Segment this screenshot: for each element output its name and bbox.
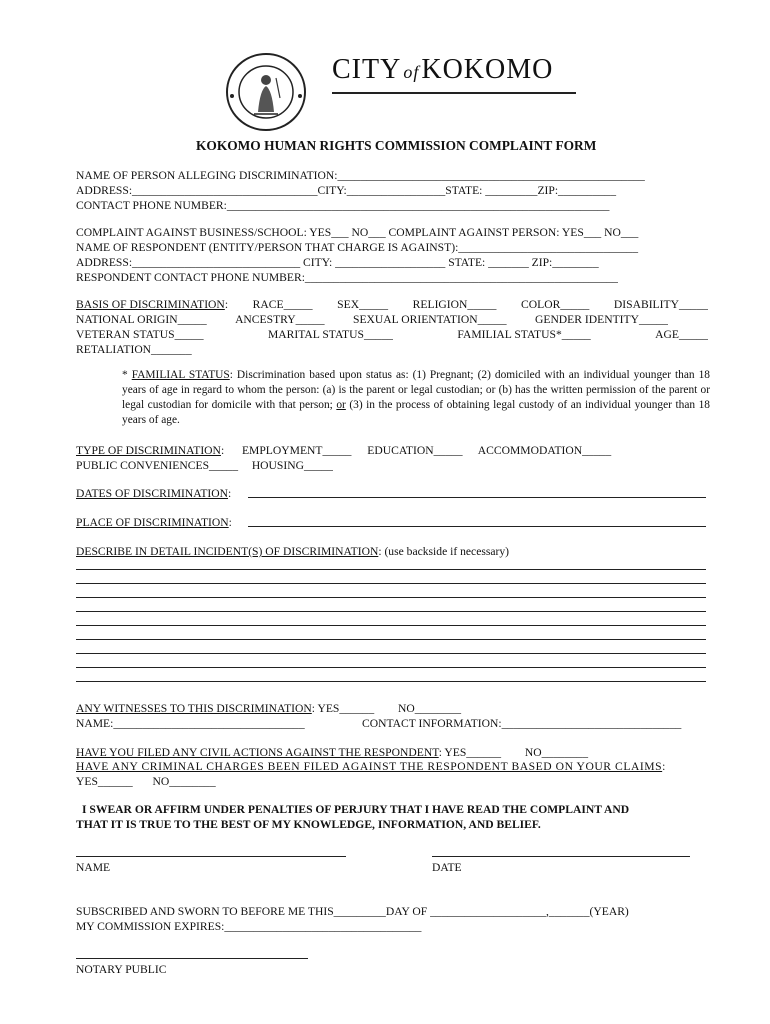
- basis-ancestry[interactable]: ANCESTRY_____: [235, 313, 325, 326]
- describe-line[interactable]: [76, 681, 706, 682]
- name-signature-line[interactable]: [76, 856, 346, 857]
- dates-underline: [248, 497, 706, 498]
- describe-line[interactable]: [76, 625, 706, 626]
- sworn-field[interactable]: SUBSCRIBED AND SWORN TO BEFORE ME THIS_________DAY OF ____________________,_______(YEAR): [76, 905, 629, 918]
- witness-name-field[interactable]: NAME:_________________________________: [76, 717, 305, 730]
- describe-line[interactable]: [76, 597, 706, 598]
- describe-line[interactable]: [76, 611, 706, 612]
- witnesses-row: [76, 701, 461, 716]
- describe-line[interactable]: [76, 569, 706, 570]
- dates-field[interactable]: DATES OF DISCRIMINATION:: [76, 487, 232, 500]
- basis-color[interactable]: COLOR_____: [521, 298, 590, 311]
- basis-sexual-orientation[interactable]: SEXUAL ORIENTATION_____: [353, 313, 507, 326]
- notary-signature-line[interactable]: [76, 958, 308, 959]
- type-row-1: TYPE OF DISCRIMINATION: EMPLOYMENT_____ EDUCATION_____ ACCOMMODATION_____: [76, 444, 612, 457]
- complainant-address-field[interactable]: ADDRESS:________________________________CITY:_________________STATE: _________ZIP:__________: [76, 184, 617, 197]
- type-education[interactable]: EDUCATION_____: [367, 444, 463, 457]
- type-public-conveniences[interactable]: PUBLIC CONVENIENCES_____: [76, 459, 238, 472]
- basis-row-2: [76, 312, 668, 327]
- basis-retaliation[interactable]: RETALIATION_______: [76, 343, 192, 356]
- civil-yes[interactable]: : YES______: [438, 746, 502, 759]
- familial-status-note: * FAMILIAL STATUS: Discrimination based upon status as: (1) Pregnant; (2) domiciled with an individual younger than 18 years of age in regard to whom the person: (a) is the parent or legal custodian; or (b) has the written permission of the parent or legal custodian for domicile with that person; or (3) in the process of obtaining legal custody of an individual younger than 18 years of age.: [122, 369, 711, 426]
- basis-gender-identity[interactable]: GENDER IDENTITY_____: [534, 313, 668, 326]
- type-row-2: [76, 458, 333, 473]
- city-wordmark: CITY ofKOKOMO: [332, 54, 554, 85]
- wordmark-underline: [332, 92, 576, 94]
- basis-national-origin[interactable]: NATIONAL ORIGIN_____: [76, 313, 207, 326]
- type-label: TYPE OF DISCRIMINATION: [76, 444, 221, 457]
- type-employment[interactable]: EMPLOYMENT_____: [241, 444, 352, 457]
- name-label: NAME: [76, 861, 111, 874]
- criminal-charges-row: HAVE ANY CRIMINAL CHARGES BEEN FILED AGAINST THE RESPONDENT BASED ON YOUR CLAIMS:: [76, 760, 666, 773]
- civil-no[interactable]: NO________: [524, 746, 589, 759]
- criminal-yes[interactable]: YES______: [76, 775, 133, 788]
- commission-expires-field[interactable]: MY COMMISSION EXPIRES:__________________________________: [76, 920, 422, 933]
- criminal-no[interactable]: NO________: [152, 775, 216, 788]
- witness-contact-field[interactable]: CONTACT INFORMATION:_______________________________: [362, 717, 682, 730]
- basis-disability[interactable]: DISABILITY_____: [613, 298, 708, 311]
- basis-age[interactable]: AGE_____: [655, 328, 708, 341]
- basis-marital-status[interactable]: MARITAL STATUS_____: [268, 328, 393, 341]
- complainant-phone-field[interactable]: CONTACT PHONE NUMBER:__________________________________________________________________: [76, 199, 610, 212]
- witnesses-yes[interactable]: : YES______: [311, 702, 375, 715]
- basis-label: BASIS OF DISCRIMINATION: [76, 298, 225, 311]
- respondent-name-field[interactable]: NAME OF RESPONDENT (ENTITY/PERSON THAT CHARGE IS AGAINST):_______________________________: [76, 241, 638, 254]
- basis-row-3: [76, 327, 708, 342]
- basis-row-1: BASIS OF DISCRIMINATION: RACE_____ SEX_____ RELIGION_____ COLOR_____ DISABILITY_____: [76, 298, 708, 311]
- respondent-phone-field[interactable]: RESPONDENT CONTACT PHONE NUMBER:______________________________________________________: [76, 271, 618, 284]
- civil-actions-label: HAVE YOU FILED ANY CIVIL ACTIONS AGAINST THE RESPONDENT: [76, 746, 439, 759]
- describe-line[interactable]: [76, 667, 706, 668]
- describe-line[interactable]: [76, 653, 706, 654]
- criminal-charges-label: HAVE ANY CRIMINAL CHARGES BEEN FILED AGAINST THE RESPONDENT BASED ON YOUR CLAIMS: [76, 760, 663, 773]
- describe-line[interactable]: [76, 639, 706, 640]
- witnesses-no[interactable]: NO________: [397, 702, 462, 715]
- respondent-address-field[interactable]: ADDRESS:_____________________________ CITY: ___________________ STATE: _______ ZIP:________: [76, 256, 599, 269]
- civil-actions-row: [76, 745, 588, 760]
- basis-race[interactable]: RACE_____: [252, 298, 313, 311]
- city-seal-icon: [224, 52, 308, 132]
- place-field[interactable]: PLACE OF DISCRIMINATION:: [76, 516, 232, 529]
- form-title: KOKOMO HUMAN RIGHTS COMMISSION COMPLAINT FORM: [196, 138, 597, 153]
- describe-line[interactable]: [76, 583, 706, 584]
- type-accommodation[interactable]: ACCOMMODATION_____: [477, 444, 612, 457]
- basis-religion[interactable]: RELIGION_____: [412, 298, 497, 311]
- basis-veteran-status[interactable]: VETERAN STATUS_____: [76, 328, 204, 341]
- oath-line-1: I SWEAR OR AFFIRM UNDER PENALTIES OF PERJURY THAT I HAVE READ THE COMPLAINT AND: [82, 803, 630, 816]
- city-logo: [224, 52, 578, 132]
- describe-heading: DESCRIBE IN DETAIL INCIDENT(S) OF DISCRIMINATION: (use backside if necessary): [76, 545, 510, 558]
- basis-sex[interactable]: SEX_____: [337, 298, 389, 311]
- basis-familial-status[interactable]: FAMILIAL STATUS*_____: [457, 328, 591, 341]
- date-label: DATE: [432, 861, 462, 874]
- complaint-against-field[interactable]: COMPLAINT AGAINST BUSINESS/SCHOOL: YES___ NO___ COMPLAINT AGAINST PERSON: YES___ NO___: [76, 226, 639, 239]
- type-housing[interactable]: HOUSING_____: [251, 459, 333, 472]
- date-signature-line[interactable]: [432, 856, 690, 857]
- complainant-name-field[interactable]: NAME OF PERSON ALLEGING DISCRIMINATION:_____________________________________________________: [76, 169, 645, 182]
- place-underline: [248, 526, 706, 527]
- notary-public-label: NOTARY PUBLIC: [76, 963, 167, 976]
- witnesses-label: ANY WITNESSES TO THIS DISCRIMINATION: [76, 702, 312, 715]
- criminal-answers: [76, 774, 216, 789]
- oath-line-2: THAT IT IS TRUE TO THE BEST OF MY KNOWLEDGE, INFORMATION, AND BELIEF.: [76, 818, 541, 831]
